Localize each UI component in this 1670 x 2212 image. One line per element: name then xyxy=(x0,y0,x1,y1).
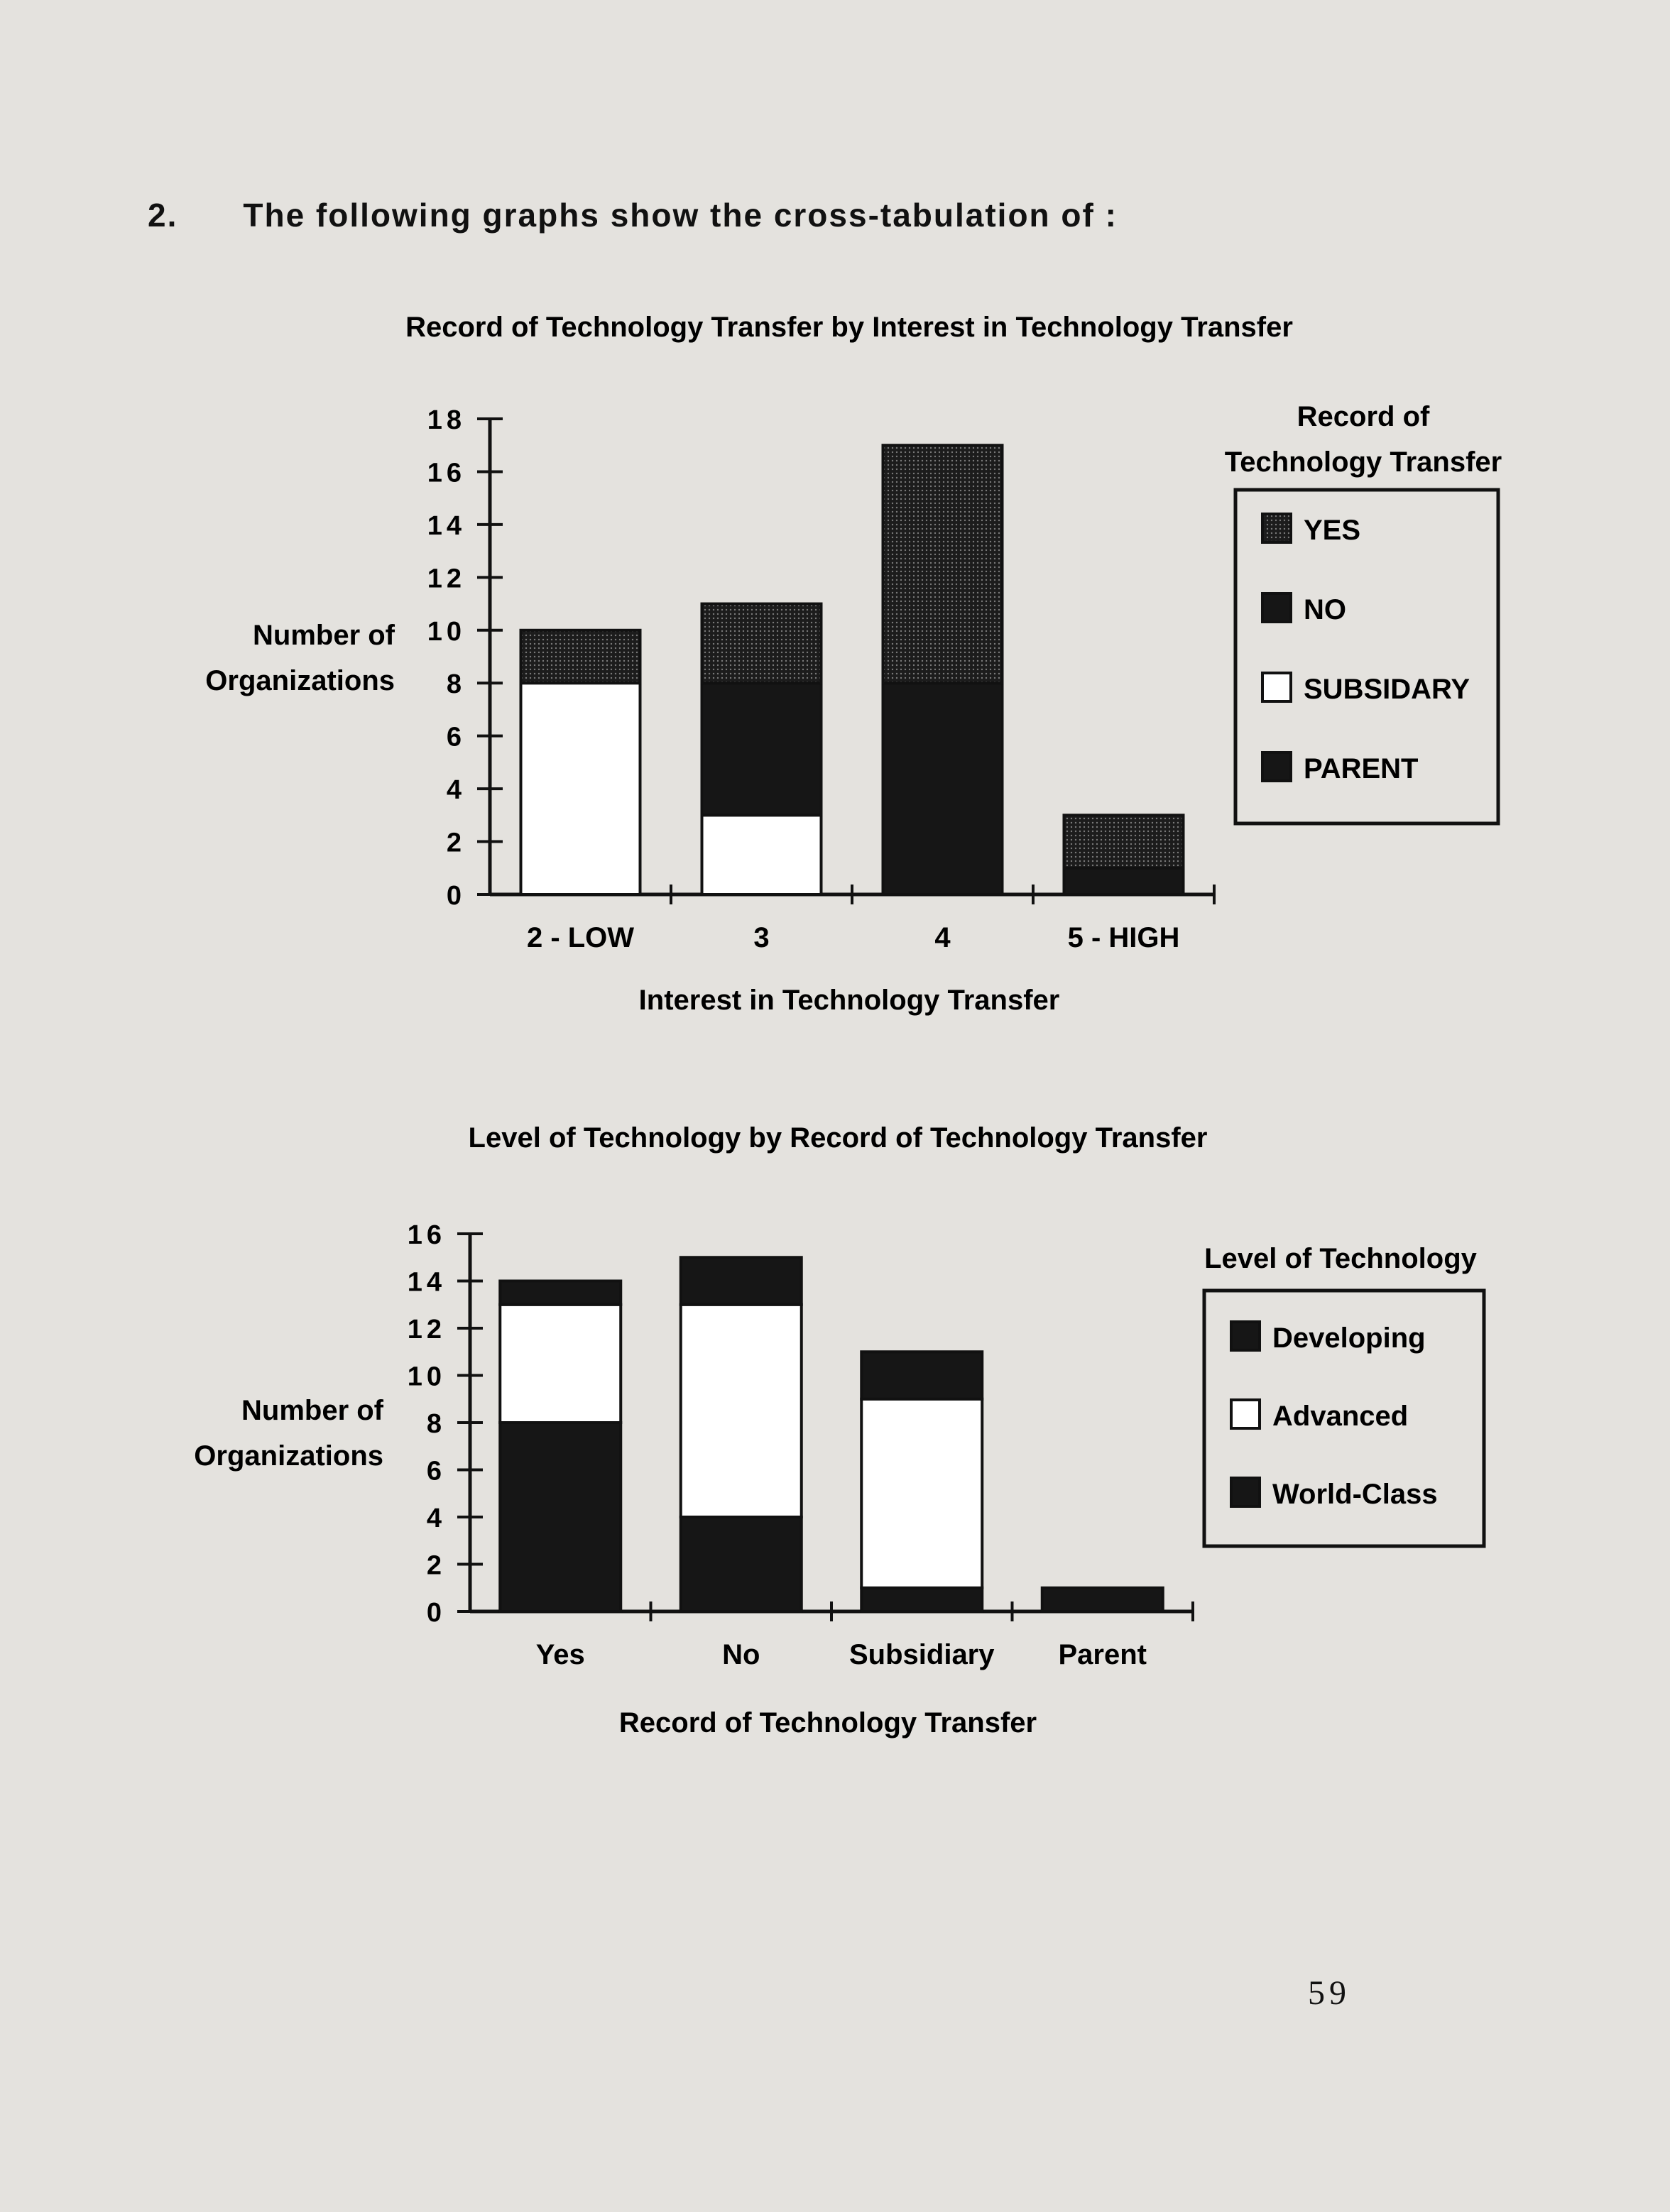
bar-2-low-subsidary xyxy=(521,683,640,894)
x-axis-label: Record of Technology Transfer xyxy=(618,1707,1037,1739)
page-number: 59 xyxy=(1308,1974,1350,2012)
legend-title: Level of Technology xyxy=(1204,1243,1477,1274)
bar-4-no xyxy=(883,683,1003,894)
legend-swatch-world-class xyxy=(1231,1478,1260,1506)
x-tick-label: Subsidiary xyxy=(848,1639,995,1670)
y-axis-label: Number of Organizations xyxy=(194,1395,383,1472)
chart-level-by-record xyxy=(0,1107,1670,1761)
y-tick-label: 4 xyxy=(426,1504,446,1533)
y-tick-label: 12 xyxy=(427,564,466,594)
bar-yes-developing xyxy=(500,1281,621,1305)
bar-yes-advanced xyxy=(500,1305,621,1423)
section-number: 2. xyxy=(148,197,178,234)
x-tick-label: 3 xyxy=(753,922,770,953)
bar-subsidiary-world-class xyxy=(861,1588,982,1611)
y-tick-label: 18 xyxy=(427,405,466,435)
y-tick-label: 4 xyxy=(446,775,466,806)
chart-title: Record of Technology Transfer by Interest in Technology Transfer xyxy=(405,312,1293,343)
y-tick-label: 6 xyxy=(426,1456,446,1486)
bar-no-world-class xyxy=(681,1517,802,1611)
section-heading-text: The following graphs show the cross-tabulation of : xyxy=(243,197,1118,234)
legend-swatch-no xyxy=(1262,593,1291,622)
x-axis-label: Interest in Technology Transfer xyxy=(638,985,1060,1016)
bar-parent-world-class xyxy=(1042,1588,1163,1611)
x-tick-label: No xyxy=(722,1639,760,1670)
bar-subsidiary-developing xyxy=(861,1352,982,1399)
chart-record-by-interest xyxy=(0,284,1670,1036)
bar-no-advanced xyxy=(681,1305,802,1517)
bar-3-subsidary xyxy=(702,815,822,894)
legend-label-world-class: World-Class xyxy=(1272,1479,1438,1510)
legend-label-parent: PARENT xyxy=(1304,753,1419,784)
y-tick-label: 14 xyxy=(407,1267,446,1298)
bar-subsidiary-advanced xyxy=(861,1399,982,1588)
bar-5-high-no xyxy=(1064,868,1184,894)
legend-label-no: NO xyxy=(1304,594,1346,625)
bar-4-yes xyxy=(883,445,1003,683)
x-tick-label: Yes xyxy=(535,1639,585,1670)
chart-title: Level of Technology by Record of Technology Transfer xyxy=(468,1122,1208,1154)
y-tick-label: 0 xyxy=(426,1598,446,1628)
y-axis-label: Number of Organizations xyxy=(205,620,395,696)
legend-label-advanced: Advanced xyxy=(1272,1401,1409,1432)
legend-label-developing: Developing xyxy=(1272,1323,1426,1354)
bar-yes-world-class xyxy=(500,1423,621,1611)
bar-no-developing xyxy=(681,1257,802,1305)
y-tick-label: 8 xyxy=(446,669,466,700)
y-tick-label: 2 xyxy=(426,1550,446,1581)
y-tick-label: 0 xyxy=(446,881,466,911)
legend-swatch-developing xyxy=(1231,1322,1260,1350)
y-tick-label: 6 xyxy=(446,722,466,752)
section-heading xyxy=(148,196,1118,234)
y-tick-label: 16 xyxy=(427,458,466,488)
bar-3-yes xyxy=(702,604,822,684)
legend-label-yes: YES xyxy=(1304,515,1361,546)
legend-swatch-yes xyxy=(1262,514,1291,542)
legend-label-subsidary: SUBSIDARY xyxy=(1304,674,1470,705)
y-tick-label: 10 xyxy=(427,616,466,647)
y-tick-label: 8 xyxy=(426,1409,446,1439)
legend-swatch-subsidary xyxy=(1262,673,1291,701)
legend-swatch-parent xyxy=(1262,752,1291,781)
y-tick-label: 2 xyxy=(446,828,466,858)
bar-5-high-yes xyxy=(1064,815,1184,867)
legend-swatch-advanced xyxy=(1231,1400,1260,1428)
x-tick-label: 2 - LOW xyxy=(526,922,635,953)
legend-title: Record of Technology Transfer xyxy=(1224,401,1502,478)
bar-2-low-yes xyxy=(521,630,640,683)
x-tick-label: 4 xyxy=(934,922,951,953)
bar-3-no xyxy=(702,683,822,815)
y-tick-label: 12 xyxy=(407,1315,446,1345)
x-tick-label: Parent xyxy=(1058,1639,1147,1670)
y-tick-label: 16 xyxy=(407,1220,446,1250)
y-tick-label: 14 xyxy=(427,510,466,541)
y-tick-label: 10 xyxy=(407,1362,446,1392)
x-tick-label: 5 - HIGH xyxy=(1067,922,1180,953)
